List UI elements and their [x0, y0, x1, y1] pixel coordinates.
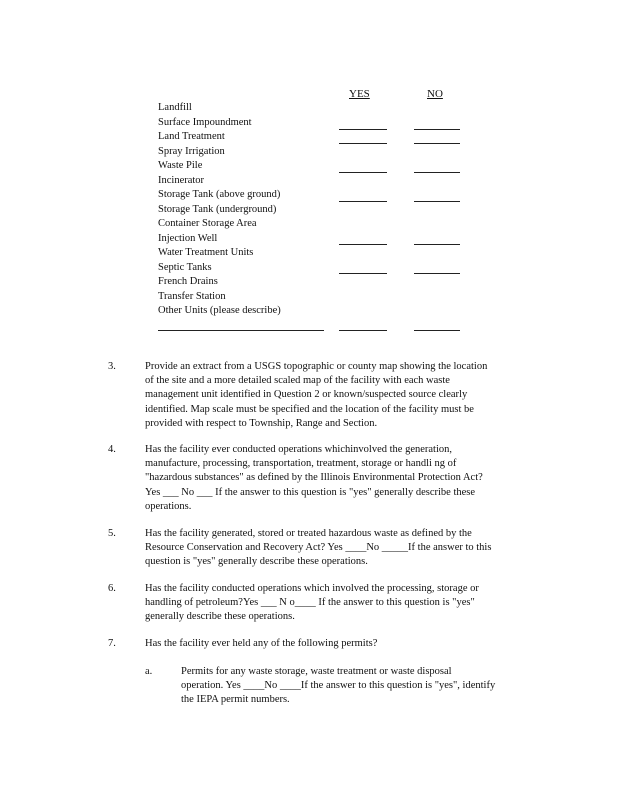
no-blank[interactable]: [414, 330, 460, 331]
yes-blank[interactable]: [339, 273, 387, 274]
question-4-text: Has the facility ever conducted operations whichinvolved the generation, manufacture, processing, transportation, treatment, storage or handli ng of "hazardous substances" as defined by the Illinois Environmental Protection Act? Yes ___ No ___ If the answer to this question is "yes" generally describe these operations.: [145, 444, 483, 512]
no-blank[interactable]: [414, 244, 460, 245]
unit-label-surface-impoundment: Surface Impoundment: [158, 116, 252, 128]
unit-label-water-treatment: Water Treatment Units: [158, 247, 254, 258]
unit-label-land-treatment: Land Treatment: [158, 131, 225, 142]
unit-label-storage-tank-above: Storage Tank (above ground): [158, 189, 281, 200]
no-blank[interactable]: [414, 172, 460, 173]
unit-label-landfill: Landfill: [158, 102, 192, 113]
question-5-number: 5.: [108, 528, 116, 539]
unit-label-storage-tank-underground: Storage Tank (underground): [158, 203, 277, 215]
question-7-number: 7.: [108, 638, 116, 649]
yes-blank[interactable]: [339, 330, 387, 331]
question-6-text: Has the facility conducted operations which involved the processing, storage or handling of petroleum?Yes ___ N o____ If the answer to this question is "yes" generally describe these operations.: [145, 583, 479, 623]
unit-label-spray-irrigation: Spray Irrigation: [158, 145, 225, 157]
question-7a-text: Permits for any waste storage, waste treatment or waste disposal operation. Yes ____No ____If the answer to this question is "yes", identify the IEPA permit numbers.: [181, 666, 496, 706]
yes-blank[interactable]: [339, 172, 387, 173]
question-5-text: Has the facility generated, stored or treated hazardous waste as defined by the Resource Conservation and Recovery Act? Yes ____No _____If the answer to this question is "yes" generally describe these operations.: [145, 528, 492, 568]
yes-blank[interactable]: [339, 143, 387, 144]
question-4-number: 4.: [108, 444, 116, 455]
unit-label-injection-well: Injection Well: [158, 232, 218, 244]
unit-label-container-storage: Container Storage Area: [158, 218, 257, 229]
unit-label-septic-tanks: Septic Tanks: [158, 261, 212, 273]
no-blank[interactable]: [414, 129, 460, 130]
unit-label-transfer-station: Transfer Station: [158, 290, 226, 302]
no-blank[interactable]: [414, 143, 460, 144]
no-blank[interactable]: [414, 201, 460, 202]
unit-label-other-units: Other Units (please describe): [158, 305, 281, 316]
question-3-text: Provide an extract from a USGS topographic or county map showing the location of the site and a more detailed scaled map of the facility with each waste management unit identified in Question 2 or known/suspected source clearly identified. Map scale must be specified and the location of the facility must be provided with respect to Township, Range and Section.: [145, 361, 488, 429]
yes-blank[interactable]: [339, 129, 387, 130]
no-column-header: NO: [427, 88, 443, 100]
other-units-description-blank[interactable]: [158, 330, 324, 331]
question-7a-letter: a.: [145, 666, 153, 677]
no-blank[interactable]: [414, 273, 460, 274]
unit-label-french-drains: French Drains: [158, 276, 218, 287]
question-6-number: 6.: [108, 583, 116, 594]
question-3-number: 3.: [108, 361, 116, 372]
yes-column-header: YES: [349, 88, 370, 100]
unit-label-waste-pile: Waste Pile: [158, 160, 203, 171]
yes-blank[interactable]: [339, 201, 387, 202]
question-7-text: Has the facility ever held any of the following permits?: [145, 638, 378, 649]
yes-blank[interactable]: [339, 244, 387, 245]
unit-label-incinerator: Incinerator: [158, 174, 205, 186]
